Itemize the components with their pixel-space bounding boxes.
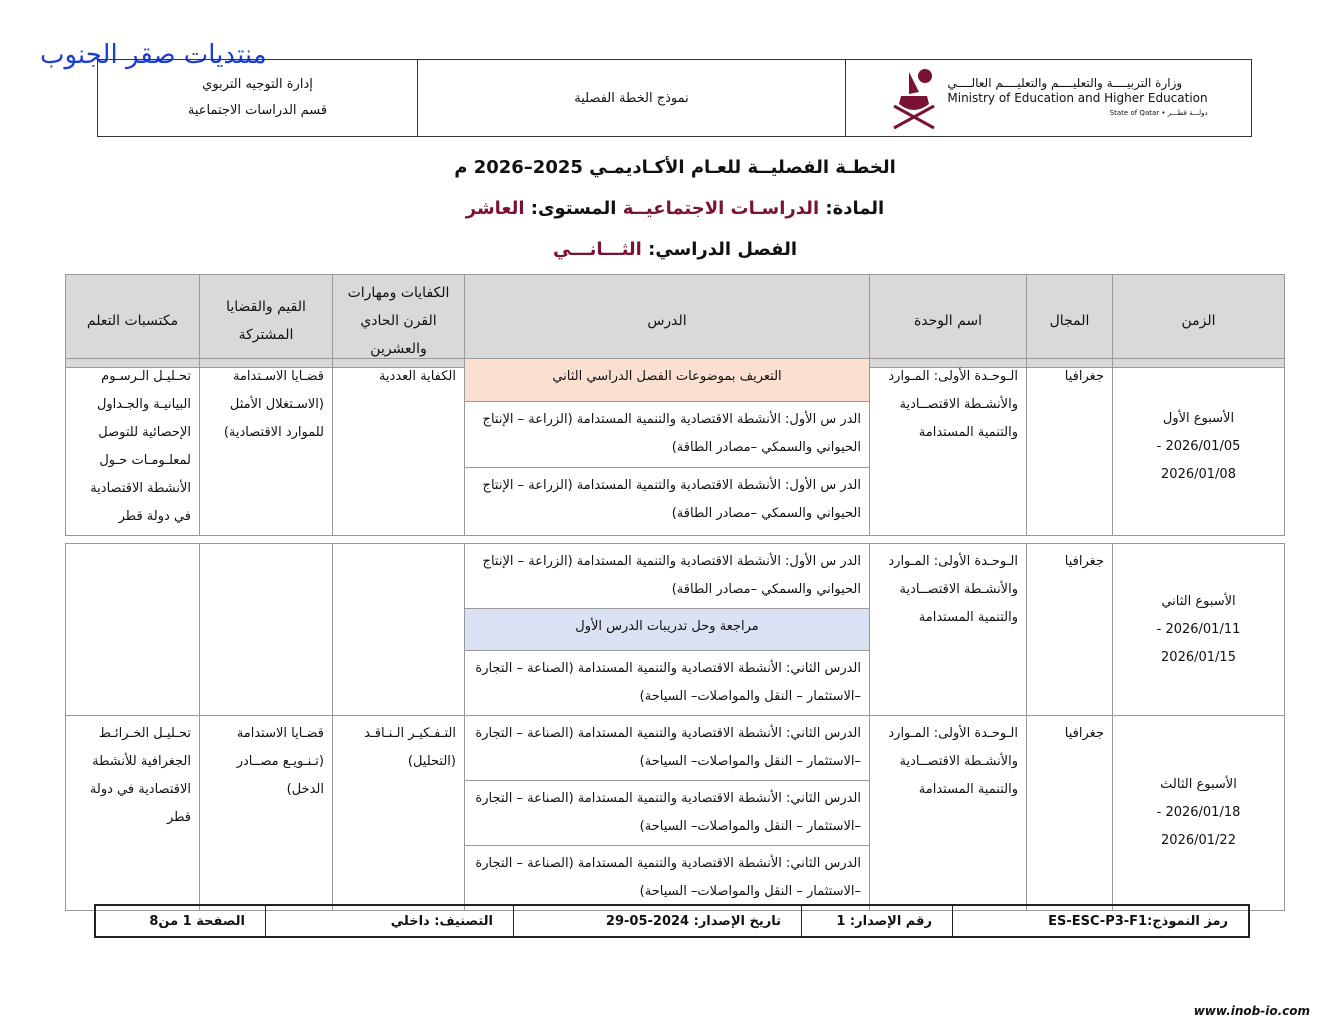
skills <box>333 544 465 716</box>
column-header: المجال <box>1027 275 1113 368</box>
week-time <box>1113 544 1285 716</box>
week-time <box>1113 716 1285 911</box>
plan-title: الخطـة الفصليــة للعـام الأكـاديمـي 2025–2026 م <box>454 157 896 178</box>
form-code: رمز النموذج:ES-ESC-P3-F1 <box>952 906 1248 936</box>
plan-table-header <box>65 274 1285 368</box>
site-url: www.inob-io.com <box>1193 1004 1310 1018</box>
column-header: مكتسبات التعلم <box>66 275 200 368</box>
lesson: مراجعة وحل تدريبات الدرس الأول <box>465 609 870 651</box>
field: جغرافيا <box>1027 359 1113 536</box>
week-time <box>1113 359 1285 536</box>
term: الثـــانـــي <box>552 239 642 260</box>
time-line: الأسبوع الأول <box>1162 411 1235 426</box>
ministry-name-ar: وزارة التربيــــة والتعليــــم والتعليــــم العالــــي <box>947 75 1183 90</box>
week-block <box>65 358 1285 536</box>
term-label: الفصل الدراسي: <box>641 239 798 260</box>
level: العاشر <box>465 198 525 219</box>
time-line: 2026/01/05 - <box>1156 439 1241 454</box>
time-line: 2026/01/15 <box>1161 649 1236 665</box>
watermark: منتديات صقر الجنوب <box>40 40 267 70</box>
table-row <box>66 359 1285 402</box>
page-number: الصفحة 1 من8 <box>149 913 245 929</box>
subject-label: المادة: <box>819 198 885 219</box>
lesson: الدر س الأول: الأنشطة الاقتصادية والتنمية المستدامة (الزراعة – الإنتاج الحيواني والسمكي –مصادر الطاقة) <box>465 544 870 609</box>
column-header: الكفايات ومهارات القرن الحادي والعشرين <box>333 275 465 368</box>
ministry-name-en: Ministry of Education and Higher Education <box>947 90 1208 105</box>
week-block <box>65 715 1285 911</box>
column-header: الزمن <box>1113 275 1285 368</box>
values: قضـايا الاسـتدامة (الاسـتغلال الأمثل للموارد الاقتصادية) <box>200 359 333 536</box>
time-line: 2026/01/22 <box>1161 833 1236 848</box>
document-header <box>97 59 1252 137</box>
subject-line <box>0 198 1320 219</box>
week-block <box>65 543 1285 716</box>
ministry-logo <box>845 60 1251 136</box>
qatar-emblem-icon <box>889 66 939 130</box>
values: قضـايا الاستدامة (تـنـويـع مصــادر الدخل) <box>200 716 333 911</box>
column-header: القيم والقضايا المشتركة <box>200 275 333 368</box>
unit-name: الـوحـدة الأولى: المـوارد والأنشـطة الاقتصــادية والتنمية المستدامة <box>870 359 1027 536</box>
learning-outcomes: تحـليـل الـرسـوم البيانيـة والجـداول الإحصائية للتوصل لمعلـومـات حـول الأنشطة الاقتصادية في دولة قطر <box>66 359 200 536</box>
learning-outcomes: تحـليـل الخـرائـط الجغرافية للأنشطة الاقتصادية في دولة قطر <box>66 716 200 911</box>
form-title-cell <box>417 60 845 136</box>
table-row <box>66 544 1285 609</box>
learning-outcomes <box>66 544 200 716</box>
skills: التـفـكيـر الـنـاقـد (التحليل) <box>333 716 465 911</box>
skills: الكفاية العددية <box>333 359 465 536</box>
values <box>200 544 333 716</box>
unit-name: الـوحـدة الأولى: المـوارد والأنشـطة الاقتصــادية والتنمية المستدامة <box>870 716 1027 911</box>
lesson: الدرس الثاني: الأنشطة الاقتصادية والتنمية المستدامة (الصناعة – التجارة –الاستثمار – النقل والمواصلات– السياحة) <box>465 781 870 846</box>
time-line: 2026/01/11 - <box>1156 621 1241 637</box>
lesson: الدر س الأول: الأنشطة الاقتصادية والتنمية المستدامة (الزراعة – الإنتاج الحيواني والسمكي –مصادر الطاقة) <box>465 402 870 467</box>
issue-date: تاريخ الإصدار: 2024-05-29 <box>513 906 801 936</box>
department-cell <box>98 60 417 136</box>
time-line: الأسبوع الثالث <box>1160 777 1237 792</box>
column-header: الدرس <box>465 275 870 368</box>
subject: الدراسـات الاجتماعيــة <box>622 198 820 219</box>
term-line <box>0 239 1320 260</box>
classification: التصنيف: داخلي <box>265 906 513 936</box>
state-name: State of Qatar • دولـــة قطـــر <box>1109 108 1208 117</box>
document-footer <box>94 904 1250 938</box>
field: جغرافيا <box>1027 544 1113 716</box>
time-line: 2026/01/08 <box>1161 467 1236 482</box>
lesson: الدرس الثاني: الأنشطة الاقتصادية والتنمية المستدامة (الصناعة – التجارة –الاستثمار – النقل والمواصلات– السياحة) <box>465 716 870 781</box>
lesson: التعريف بموضوعات الفصل الدراسي الثاني <box>465 359 870 402</box>
unit-name: الـوحـدة الأولى: المـوارد والأنشـطة الاقتصــادية والتنمية المستدامة <box>870 544 1027 716</box>
time-line: الأسبوع الثاني <box>1161 593 1236 609</box>
table-row <box>66 716 1285 781</box>
lesson: الدرس الثاني: الأنشطة الاقتصادية والتنمية المستدامة (الصناعة – التجارة –الاستثمار – النقل والمواصلات– السياحة) <box>465 651 870 716</box>
department: إدارة التوجيه التربوي <box>202 77 313 92</box>
lesson: الدر س الأول: الأنشطة الاقتصادية والتنمية المستدامة (الزراعة – الإنتاج الحيواني والسمكي –مصادر الطاقة) <box>465 467 870 535</box>
section: قسم الدراسات الاجتماعية <box>187 103 328 118</box>
level-label: المستوى: <box>524 198 623 219</box>
lesson: الدرس الثاني: الأنشطة الاقتصادية والتنمية المستدامة (الصناعة – التجارة –الاستثمار – النقل والمواصلات– السياحة) <box>465 846 870 911</box>
field: جغرافيا <box>1027 716 1113 911</box>
form-title: نموذج الخطة الفصلية <box>574 90 689 106</box>
column-header: اسم الوحدة <box>870 275 1027 368</box>
time-line: 2026/01/18 - <box>1156 805 1241 820</box>
version: رقم الإصدار: 1 <box>801 906 952 936</box>
